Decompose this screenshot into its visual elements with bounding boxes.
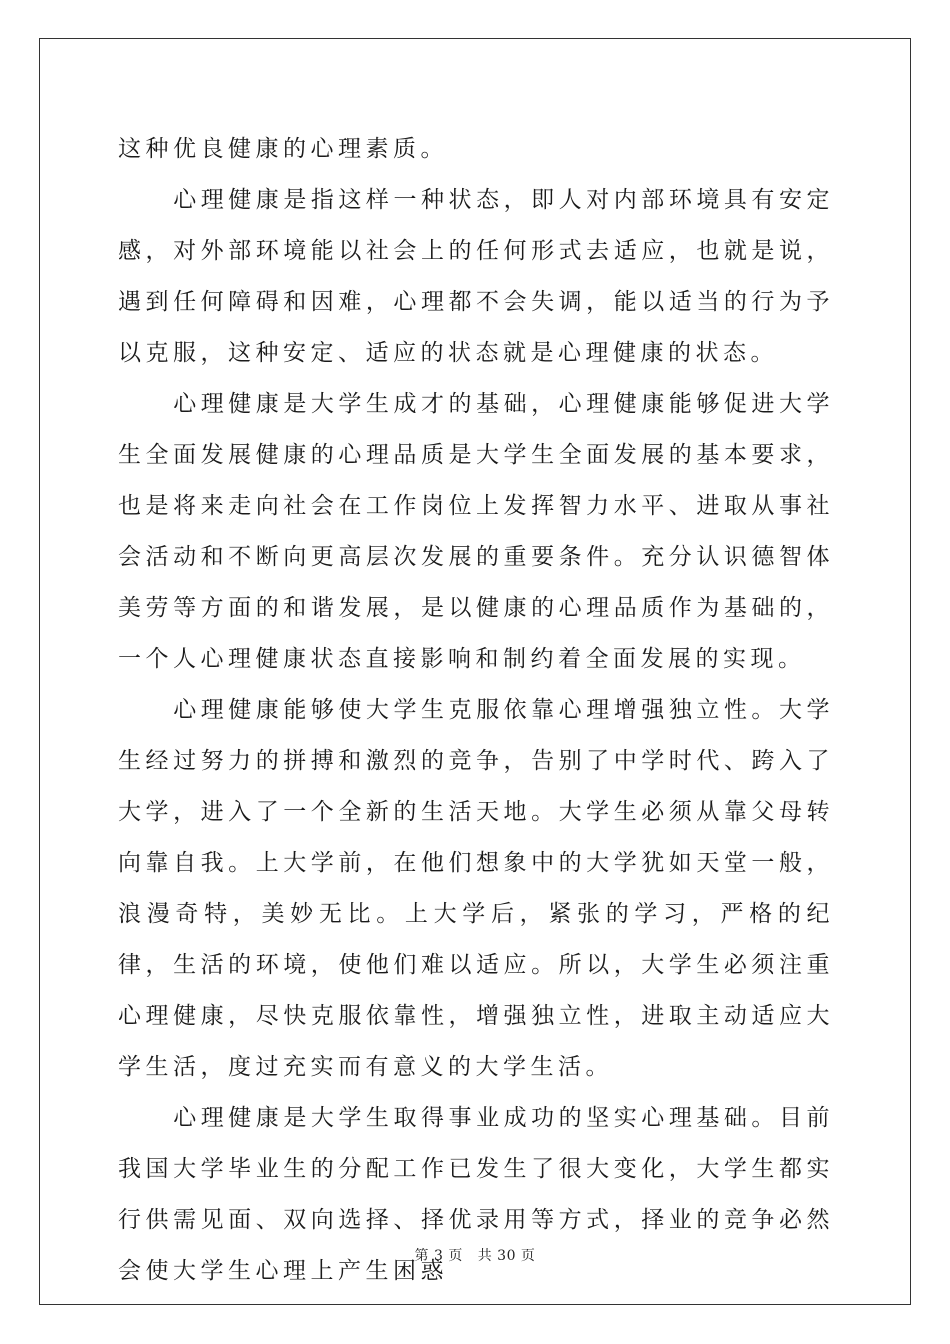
paragraph-4: 心理健康能够使大学生克服依靠心理增强独立性。大学生经过努力的拼搏和激烈的竞争，告别了中学时代、跨入了大学，进入了一个全新的生活天地。大学生必须从靠父母转向靠自我。上大学前，在他们想象中的大学犹如天堂一般，浪漫奇特，美妙无比。上大学后，紧张的学习，严格的纪律，生活的环境，使他们难以适应。所以，大学生必须注重心理健康，尽快克服依靠性，增强独立性，进取主动适应大学生活，度过充实而有意义的大学生活。 <box>118 697 834 1080</box>
paragraph-2: 心理健康是指这样一种状态，即人对内部环境具有安定感，对外部环境能以社会上的任何形式去适应，也就是说，遇到任何障碍和因难，心理都不会失调，能以适当的行为予以克服，这种安定、适应的状态就是心理健康的状态。 <box>118 187 834 366</box>
page-total: 共 30 页 <box>477 1248 536 1264</box>
paragraph-1: 这种优良健康的心理素质。 <box>118 136 448 162</box>
page-number: 第 3 页 <box>414 1248 463 1264</box>
page-footer <box>0 1245 950 1265</box>
paragraph-3: 心理健康是大学生成才的基础，心理健康能够促进大学生全面发展健康的心理品质是大学生全面发展的基本要求，也是将来走向社会在工作岗位上发挥智力水平、进取从事社会活动和不断向更高层次发展的重要条件。充分认识德智体美劳等方面的和谐发展，是以健康的心理品质作为基础的，一个人心理健康状态直接影响和制约着全面发展的实现。 <box>118 391 834 672</box>
document-body <box>118 124 834 1297</box>
paragraph-5: 心理健康是大学生取得事业成功的坚实心理基础。目前我国大学毕业生的分配工作已发生了很大变化，大学生都实行供需见面、双向选择、择优录用等方式，择业的竞争必然会使大学生心理上产生困惑 <box>118 1105 834 1284</box>
